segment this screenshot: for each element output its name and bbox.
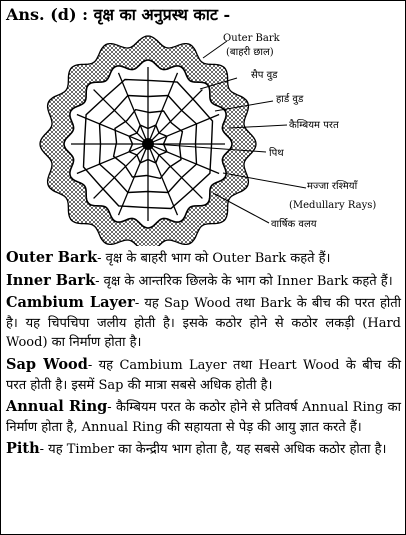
definition-outer-bark (6, 248, 401, 269)
pith-dot (142, 138, 154, 150)
tree-cross-section-diagram (1, 1, 405, 246)
definition-annual-ring (6, 397, 401, 437)
answer-title: Ans. (d) : वृक्ष का अनुप्रस्थ काट - (6, 5, 231, 24)
definition-sap-wood (6, 355, 401, 395)
label-outer-bark: Outer Bark (223, 33, 280, 44)
label-medullary-rays: मज्जा रश्मियाँ (307, 181, 358, 192)
label-sap-wood: सैप वुड (251, 70, 278, 81)
desc-annual-ring: - कैम्बियम परत के कठोर होने से प्रतिवर्ष Annual Ring का निर्माण होता है, Annual Ring की सहायता से पेड़ की आयु ज्ञात करते हैं। (6, 400, 401, 435)
label-heart-wood: हार्ड वुड (276, 94, 304, 105)
desc-pith: - यह Timber का केन्द्रीय भाग होता है, यह सबसे अधिक कठोर होता है। (39, 442, 387, 458)
label-medullary-rays-en: (Medullary Rays) (289, 200, 377, 211)
term-inner-bark: Inner Bark (6, 271, 96, 289)
label-cambium: कैम्बियम परत (289, 120, 339, 131)
definition-inner-bark (6, 271, 401, 292)
label-outer-bark-hindi: (बाहरी छाल) (226, 47, 274, 58)
term-cambium-layer: Cambium Layer (6, 294, 135, 312)
desc-inner-bark: - वृक्ष के आन्तरिक छिलके के भाग को Inner Bark कहते हैं। (95, 273, 393, 289)
term-pith: Pith (6, 440, 40, 458)
desc-cambium-layer: - यह Sap Wood तथा Bark के बीच की परत होती है। यह चिपचिपा जलीय होती है। इसके कठोर होने से कठोर लकड़ी (Hard Wood) का निर्माण होता है। (6, 296, 402, 351)
definition-cambium-layer (6, 293, 401, 353)
desc-outer-bark: - वृक्ष के बाहरी भाग को Outer Bark कहते हैं। (97, 251, 331, 266)
term-outer-bark: Outer Bark (6, 249, 98, 266)
label-pith: पिथ (269, 148, 284, 159)
term-sap-wood: Sap Wood (6, 355, 88, 373)
desc-sap-wood: - यह Cambium Layer तथा Heart Wood के बीच की परत होती है। इसमें Sap की मात्रा सबसे अधिक होती है। (6, 357, 401, 393)
label-annual-ring: वार्षिक वलय (271, 219, 317, 230)
definition-pith (6, 439, 401, 460)
term-annual-ring: Annual Ring (6, 398, 108, 416)
definitions-list (6, 248, 401, 462)
